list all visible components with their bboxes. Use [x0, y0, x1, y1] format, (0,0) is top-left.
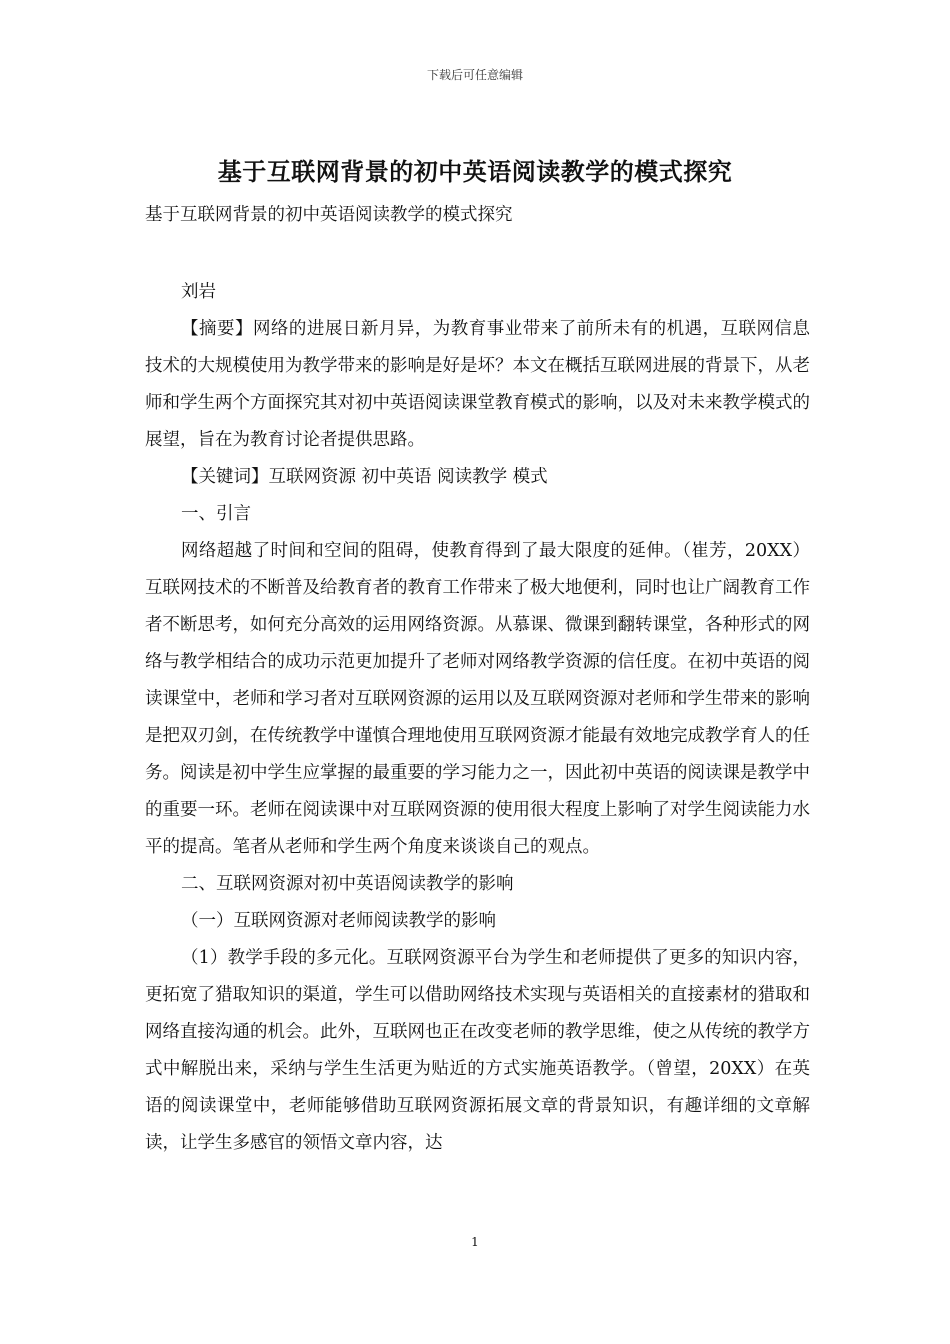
abstract-paragraph: 【摘要】网络的进展日新月异，为教育事业带来了前所未有的机遇，互联网信息技术的大规模使用为教学带来的影响是好是坏？本文在概括互联网进展的背景下，从老师和学生两个方面探究其对初中英语阅读课堂教育模式的影响，以及对未来教学模式的展望，旨在为教育讨论者提供思路。 — [145, 319, 810, 450]
section-heading-impact: 二、互联网资源对初中英语阅读教学的影响 — [181, 874, 514, 894]
document-title: 基于互联网背景的初中英语阅读教学的模式探究 — [217, 157, 733, 186]
keywords-line: 【关键词】互联网资源 初中英语 阅读教学 模式 — [181, 467, 548, 487]
subsection-heading-teacher: （一）互联网资源对老师阅读教学的影响 — [181, 911, 496, 931]
author-name: 刘岩 — [181, 282, 216, 302]
document-subtitle: 基于互联网背景的初中英语阅读教学的模式探究 — [145, 205, 513, 225]
document-body — [145, 274, 810, 1162]
section-heading-introduction: 一、引言 — [181, 504, 251, 524]
page-header-note: 下载后可任意编辑 — [426, 68, 523, 82]
introduction-paragraph: 网络超越了时间和空间的阻碍，使教育得到了最大限度的延伸。（崔芳，20XX）互联网技术的不断普及给教育者的教育工作带来了极大地便利，同时也让广阔教育工作者不断思考，如何充分高效的运用网络资源。从慕课、微课到翻转课堂，各种形式的网络与教学相结合的成功示范更加提升了老师对网络教学资源的信任度。在初中英语的阅读课堂中，老师和学习者对互联网资源的运用以及互联网资源对老师和学生带来的影响是把双刃剑，在传统教学中谨慎合理地使用互联网资源才能最有效地完成教学育人的任务。阅读是初中学生应掌握的最重要的学习能力之一，因此初中英语的阅读课是教学中的重要一环。老师在阅读课中对互联网资源的使用很大程度上影响了对学生阅读能力水平的提高。笔者从老师和学生两个角度来谈谈自己的观点。 — [145, 541, 810, 857]
teacher-impact-paragraph: （1）教学手段的多元化。互联网资源平台为学生和老师提供了更多的知识内容，更拓宽了猎取知识的渠道，学生可以借助网络技术实现与英语相关的直接素材的猎取和网络直接沟通的机会。此外，互联网也正在改变老师的教学思维，使之从传统的教学方式中解脱出来，采纳与学生生活更为贴近的方式实施英语教学。（曾望，20XX）在英语的阅读课堂中，老师能够借助互联网资源拓展文章的背景知识，有趣详细的文章解读，让学生多感官的领悟文章内容，达 — [145, 948, 810, 1153]
page-number: 1 — [471, 1235, 479, 1249]
